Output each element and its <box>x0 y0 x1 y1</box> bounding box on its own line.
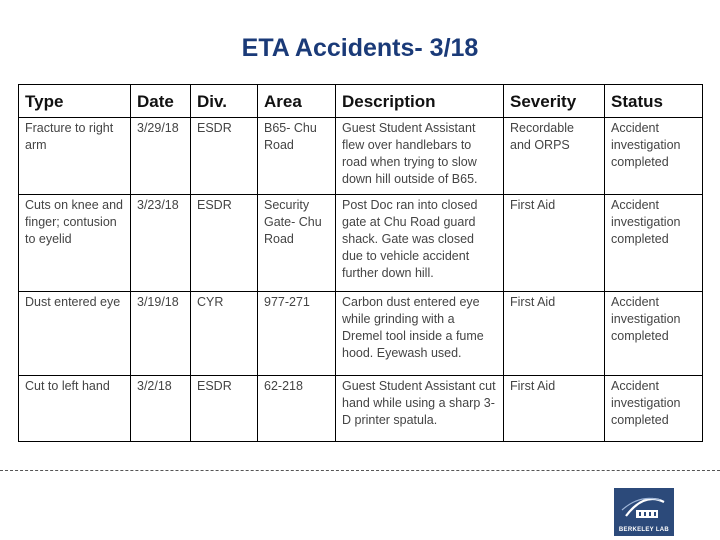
slide-title: ETA Accidents- 3/18 <box>241 34 479 62</box>
header-row <box>19 85 703 118</box>
cell-description: Carbon dust entered eye while grinding with a Dremel tool inside a fume hood. Eyewash used. <box>336 292 504 376</box>
cell-date: 3/23/18 <box>131 195 191 292</box>
cell-area: Security Gate- Chu Road <box>258 195 336 292</box>
header-description: Description <box>336 85 504 118</box>
cell-status: Accident investigation completed <box>605 118 703 195</box>
header-type: Type <box>19 85 131 118</box>
cell-area: 62-218 <box>258 376 336 442</box>
cell-div: CYR <box>191 292 258 376</box>
table-row <box>19 292 703 376</box>
cell-description: Guest Student Assistant flew over handlebars to road when trying to slow down hill outside of B65. <box>336 118 504 195</box>
cell-type: Cut to left hand <box>19 376 131 442</box>
header-severity: Severity <box>504 85 605 118</box>
table-row <box>19 118 703 195</box>
header-status: Status <box>605 85 703 118</box>
logo-text: BERKELEY LAB <box>618 527 670 533</box>
table-row <box>19 195 703 292</box>
cell-area: 977-271 <box>258 292 336 376</box>
table-row <box>19 376 703 442</box>
cell-type: Cuts on knee and finger; contusion to eyelid <box>19 195 131 292</box>
cell-type: Dust entered eye <box>19 292 131 376</box>
cell-description: Guest Student Assistant cut hand while using a sharp 3-D printer spatula. <box>336 376 504 442</box>
accidents-table <box>18 84 703 442</box>
berkeley-lab-logo <box>614 488 674 536</box>
cell-severity: First Aid <box>504 376 605 442</box>
footer-divider <box>0 470 720 471</box>
cell-description: Post Doc ran into closed gate at Chu Road guard shack. Gate was closed due to vehicle accident further down hill. <box>336 195 504 292</box>
cell-status: Accident investigation completed <box>605 195 703 292</box>
cell-date: 3/19/18 <box>131 292 191 376</box>
cell-area: B65- Chu Road <box>258 118 336 195</box>
cell-severity: Recordable and ORPS <box>504 118 605 195</box>
cell-date: 3/29/18 <box>131 118 191 195</box>
cell-div: ESDR <box>191 195 258 292</box>
cell-status: Accident investigation completed <box>605 292 703 376</box>
cell-severity: First Aid <box>504 292 605 376</box>
lab-building-icon <box>614 488 674 526</box>
cell-date: 3/2/18 <box>131 376 191 442</box>
header-area: Area <box>258 85 336 118</box>
cell-type: Fracture to right arm <box>19 118 131 195</box>
cell-div: ESDR <box>191 118 258 195</box>
cell-status: Accident investigation completed <box>605 376 703 442</box>
cell-severity: First Aid <box>504 195 605 292</box>
header-div: Div. <box>191 85 258 118</box>
header-date: Date <box>131 85 191 118</box>
cell-div: ESDR <box>191 376 258 442</box>
